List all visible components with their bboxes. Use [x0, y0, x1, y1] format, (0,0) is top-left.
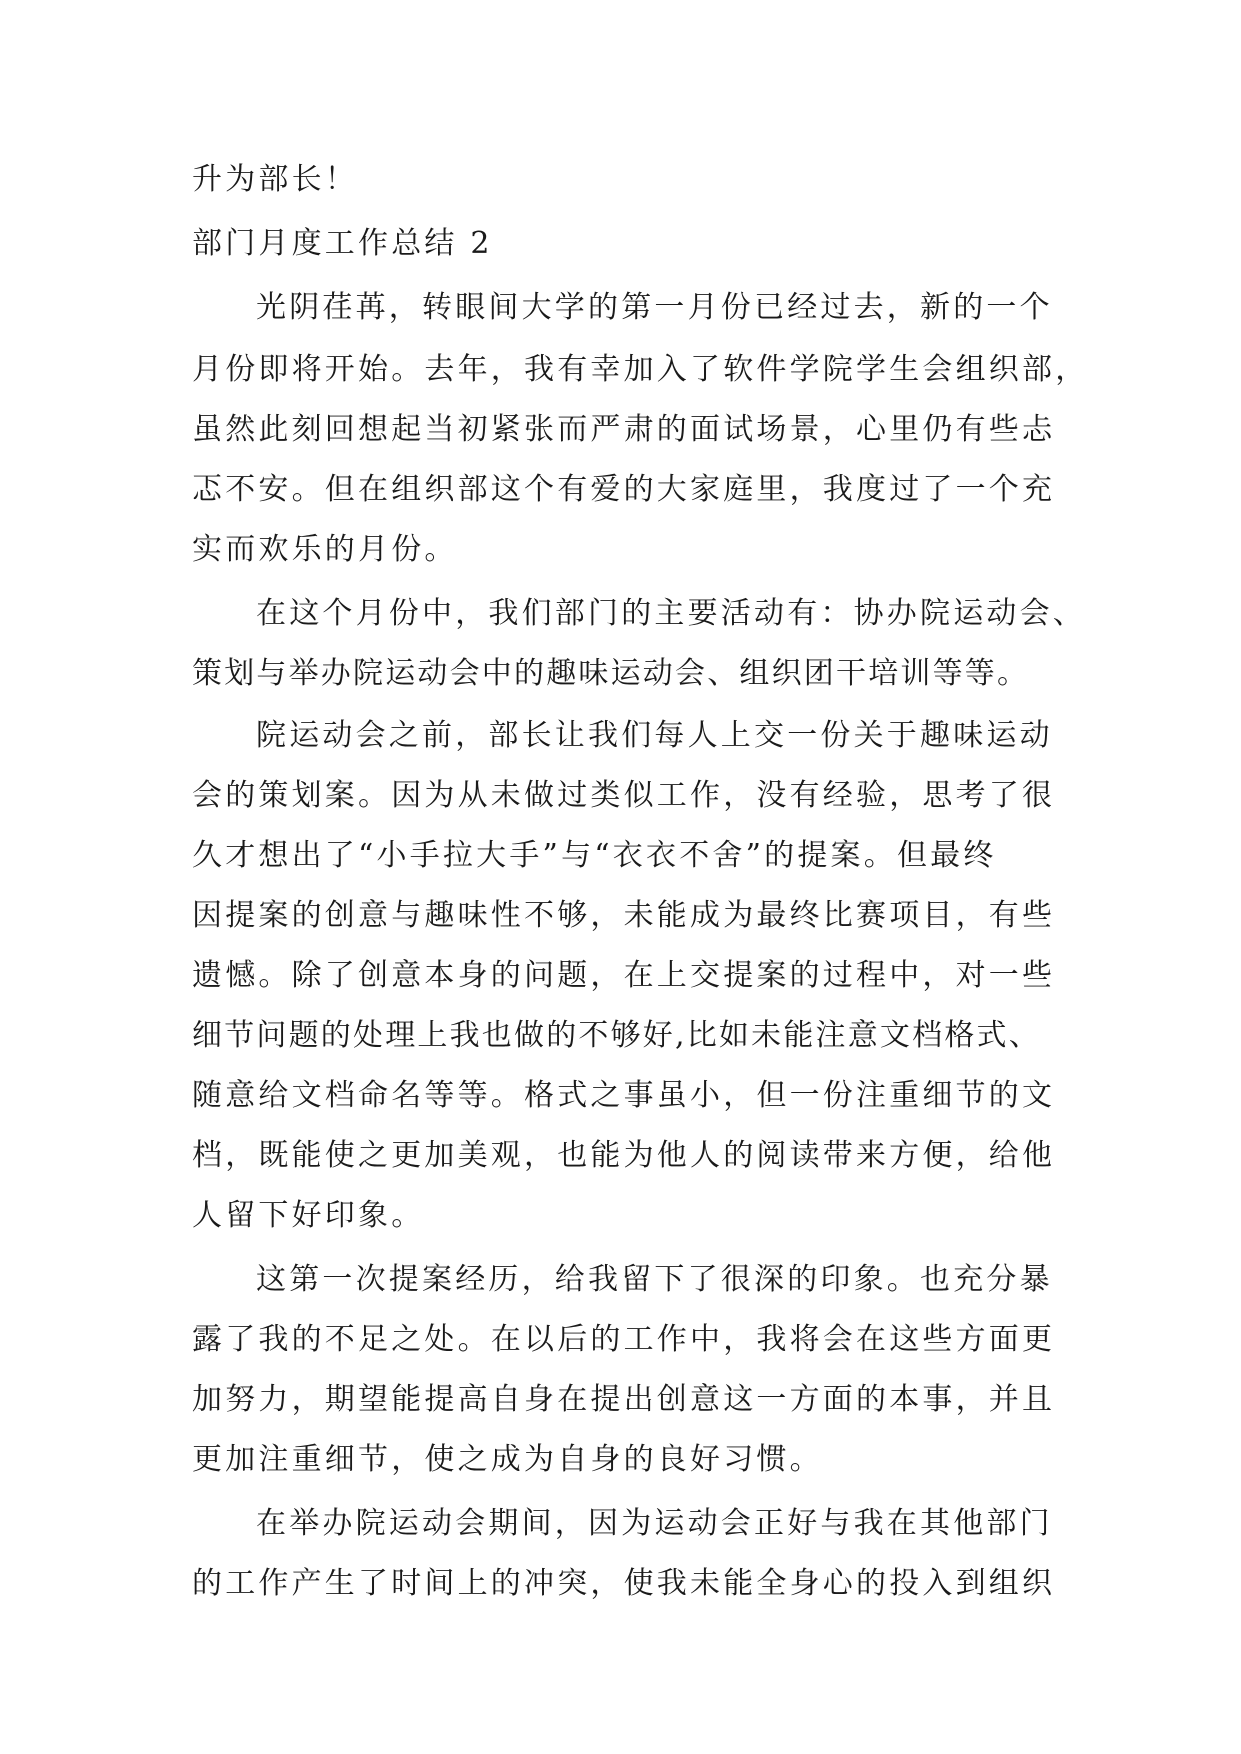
text-line: 光阴荏苒，转眼间大学的第一月份已经过去，新的一个: [256, 290, 1053, 325]
text-line: 人留下好印象。: [192, 1198, 425, 1233]
text-line: 遗憾。除了创意本身的问题，在上交提案的过程中，对一些: [192, 958, 1056, 993]
text-line: 随意给文档命名等等。格式之事虽小，但一份注重细节的文: [192, 1078, 1056, 1113]
text-line: 的工作产生了时间上的冲突，使我未能全身心的投入到组织: [192, 1566, 1056, 1601]
text-line: 虽然此刻回想起当初紧张而严肃的面试场景，心里仍有些忐: [192, 412, 1056, 447]
text-line: 月份即将开始。去年，我有幸加入了软件学院学生会组织部，: [192, 352, 1089, 387]
text-line: 久才想出了“小手拉大手”与“衣衣不舍”的提案。但最终: [192, 838, 997, 873]
section-heading: 部门月度工作总结 2: [192, 226, 493, 261]
text-line: 档，既能使之更加美观，也能为他人的阅读带来方便，给他: [192, 1138, 1056, 1173]
text-line: 加努力，期望能提高自身在提出创意这一方面的本事，并且: [192, 1382, 1056, 1417]
text-line: 露了我的不足之处。在以后的工作中，我将会在这些方面更: [192, 1322, 1056, 1357]
text-line: 更加注重细节，使之成为自身的良好习惯。: [192, 1442, 823, 1477]
text-line: 忑不安。但在组织部这个有爱的大家庭里，我度过了一个充: [192, 472, 1056, 507]
text-line: 实而欢乐的月份。: [192, 532, 458, 567]
text-line: 这第一次提案经历，给我留下了很深的印象。也充分暴: [256, 1262, 1053, 1297]
text-line: 细节问题的处理上我也做的不够好,比如未能注意文档格式、: [192, 1018, 1041, 1053]
text-line: 策划与举办院运动会中的趣味运动会、组织团干培训等等。: [192, 656, 1030, 691]
text-line: 会的策划案。因为从未做过类似工作，没有经验，思考了很: [192, 778, 1056, 813]
text-line: 院运动会之前，部长让我们每人上交一份关于趣味运动: [256, 718, 1053, 753]
text-line: 因提案的创意与趣味性不够，未能成为最终比赛项目，有些: [192, 898, 1056, 933]
text-line: 在这个月份中，我们部门的主要活动有：协办院运动会、: [256, 596, 1086, 631]
text-line: 升为部长！: [192, 162, 358, 197]
text-line: 在举办院运动会期间，因为运动会正好与我在其他部门: [256, 1506, 1053, 1541]
